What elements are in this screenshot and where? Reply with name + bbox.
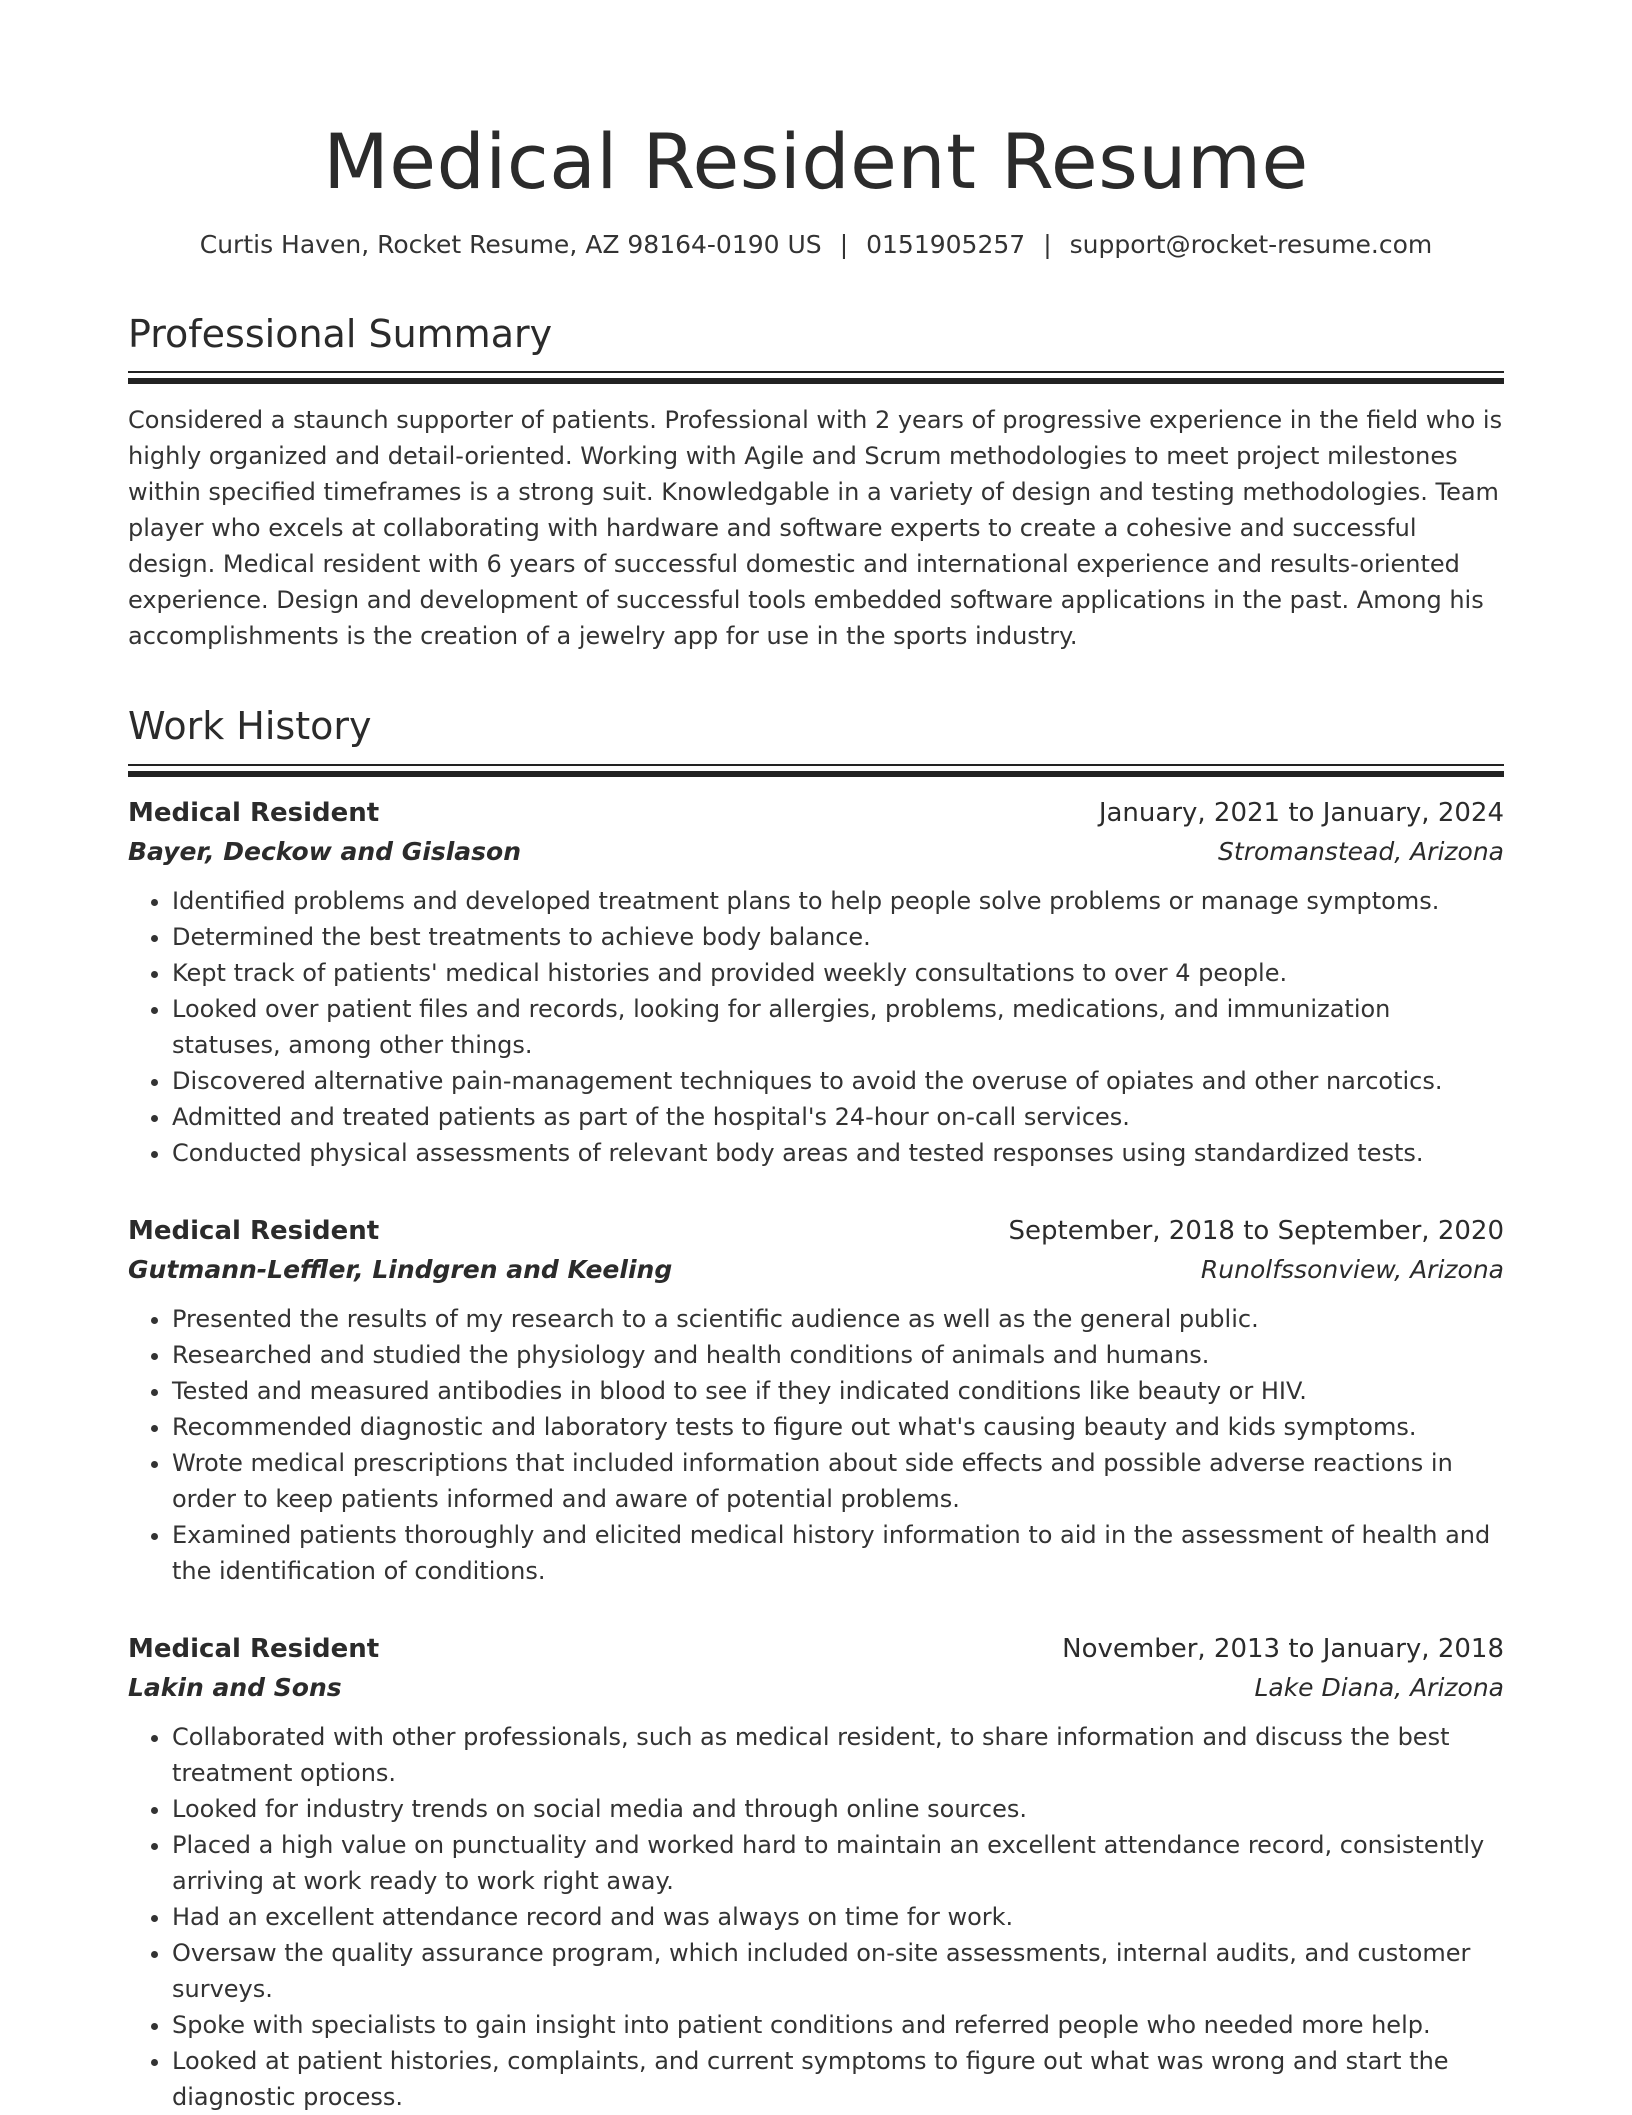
contact-address: Curtis Haven, Rocket Resume, AZ 98164-0190 US xyxy=(199,230,822,260)
job-bullet: • Examined patients thoroughly and elicited medical history information to aid in the assessment of health and the identification of conditions. xyxy=(172,1517,1504,1589)
job-dates: January, 2021 to January, 2024 xyxy=(1098,798,1504,829)
job-title: Medical Resident xyxy=(128,1634,380,1665)
summary-heading: Professional Summary xyxy=(128,311,553,356)
job-entry xyxy=(128,1629,1504,2115)
job-bullet: • Collaborated with other professionals, such as medical resident, to share information and discuss the best treatment options. xyxy=(172,1719,1504,1791)
contact-phone: 0151905257 xyxy=(866,230,1026,260)
summary-text: Considered a staunch supporter of patients. Professional with 2 years of progressive experience in the field who is highly organized and detail-oriented. Working with Agile and Scrum methodologies to meet project milestones within specified timeframes is a strong suit. Knowledgable in a variety of design and testing methodologies. Team player who excels at collaborating with hardware and software experts to create a cohesive and successful design. Medical resident with 6 years of successful domestic and international experience and results-oriented experience. Design and development of successful tools embedded software applications in the past. Among his accomplishments is the creation of a jewelry app for use in the sports industry. xyxy=(128,406,1503,651)
job-bullet: • Presented the results of my research to a scientific audience as well as the general public. xyxy=(172,1301,1504,1337)
job-entry xyxy=(128,793,1504,1171)
job-bullet: • Had an excellent attendance record and was always on time for work. xyxy=(172,1899,1504,1935)
job-bullet: • Researched and studied the physiology and health conditions of animals and humans. xyxy=(172,1337,1504,1373)
job-bullet: • Looked at patient histories, complaints, and current symptoms to figure out what was wrong and start the diagnostic process. xyxy=(172,2043,1504,2115)
job-header-row xyxy=(128,1629,1504,1669)
job-dates: November, 2013 to January, 2018 xyxy=(1062,1634,1504,1665)
job-bullet: • Kept track of patients' medical histories and provided weekly consultations to over 4 people. xyxy=(172,955,1504,991)
job-dates: September, 2018 to September, 2020 xyxy=(1008,1216,1504,1247)
job-bullet: • Discovered alternative pain-management techniques to avoid the overuse of opiates and other narcotics. xyxy=(172,1063,1504,1099)
work-history-section xyxy=(128,704,1504,2115)
contact-separator: | xyxy=(1043,230,1052,260)
job-bullet: • Looked for industry trends on social media and through online sources. xyxy=(172,1791,1504,1827)
job-bullet: • Admitted and treated patients as part of the hospital's 24-hour on-call services. xyxy=(172,1099,1504,1135)
job-bullet-list xyxy=(128,1719,1504,2115)
summary-section xyxy=(128,312,1504,655)
contact-separator: | xyxy=(839,230,849,260)
job-bullet: • Placed a high value on punctuality and worked hard to maintain an excellent attendance record, consistently arriving at work ready to work right away. xyxy=(172,1827,1504,1899)
job-location: Lake Diana, Arizona xyxy=(1254,1673,1504,1703)
job-title: Medical Resident xyxy=(128,798,380,829)
section-divider xyxy=(128,764,1504,777)
job-company: Gutmann-Leffler, Lindgren and Keeling xyxy=(128,1255,673,1285)
job-bullet: • Looked over patient files and records, looking for allergies, problems, medications, and immunization statuses, among other things. xyxy=(172,991,1504,1063)
job-company: Bayer, Deckow and Gislason xyxy=(128,837,522,867)
contact-email: support@rocket-resume.com xyxy=(1069,230,1433,260)
job-bullet-list xyxy=(128,883,1504,1171)
job-bullet: • Conducted physical assessments of relevant body areas and tested responses using standardized tests. xyxy=(172,1135,1504,1171)
job-company: Lakin and Sons xyxy=(128,1673,342,1703)
job-location: Stromanstead, Arizona xyxy=(1218,837,1504,867)
work-history-heading: Work History xyxy=(128,704,372,749)
job-header-row xyxy=(128,1211,1504,1251)
job-location: Runolfssonview, Arizona xyxy=(1200,1255,1504,1285)
section-divider xyxy=(128,371,1504,384)
job-bullet: • Tested and measured antibodies in blood to see if they indicated conditions like beauty or HIV. xyxy=(172,1373,1504,1409)
job-entry xyxy=(128,1211,1504,1589)
job-bullet: • Determined the best treatments to achieve body balance. xyxy=(172,919,1504,955)
job-company-row xyxy=(128,1669,1504,1707)
job-bullet: • Oversaw the quality assurance program, which included on-site assessments, internal audits, and customer surveys. xyxy=(172,1935,1504,2007)
job-bullet: • Recommended diagnostic and laboratory tests to figure out what's causing beauty and kids symptoms. xyxy=(172,1409,1504,1445)
contact-line xyxy=(128,229,1504,262)
job-list xyxy=(128,793,1504,2115)
job-bullet-list xyxy=(128,1301,1504,1589)
page-title: Medical Resident Resume xyxy=(323,117,1309,206)
job-bullet: • Identified problems and developed treatment plans to help people solve problems or manage symptoms. xyxy=(172,883,1504,919)
job-bullet: • Spoke with specialists to gain insight into patient conditions and referred people who needed more help. xyxy=(172,2007,1504,2043)
job-company-row xyxy=(128,1251,1504,1289)
job-title: Medical Resident xyxy=(128,1216,380,1247)
job-company-row xyxy=(128,833,1504,871)
job-bullet: • Wrote medical prescriptions that included information about side effects and possible adverse reactions in order to keep patients informed and aware of potential problems. xyxy=(172,1445,1504,1517)
job-header-row xyxy=(128,793,1504,833)
